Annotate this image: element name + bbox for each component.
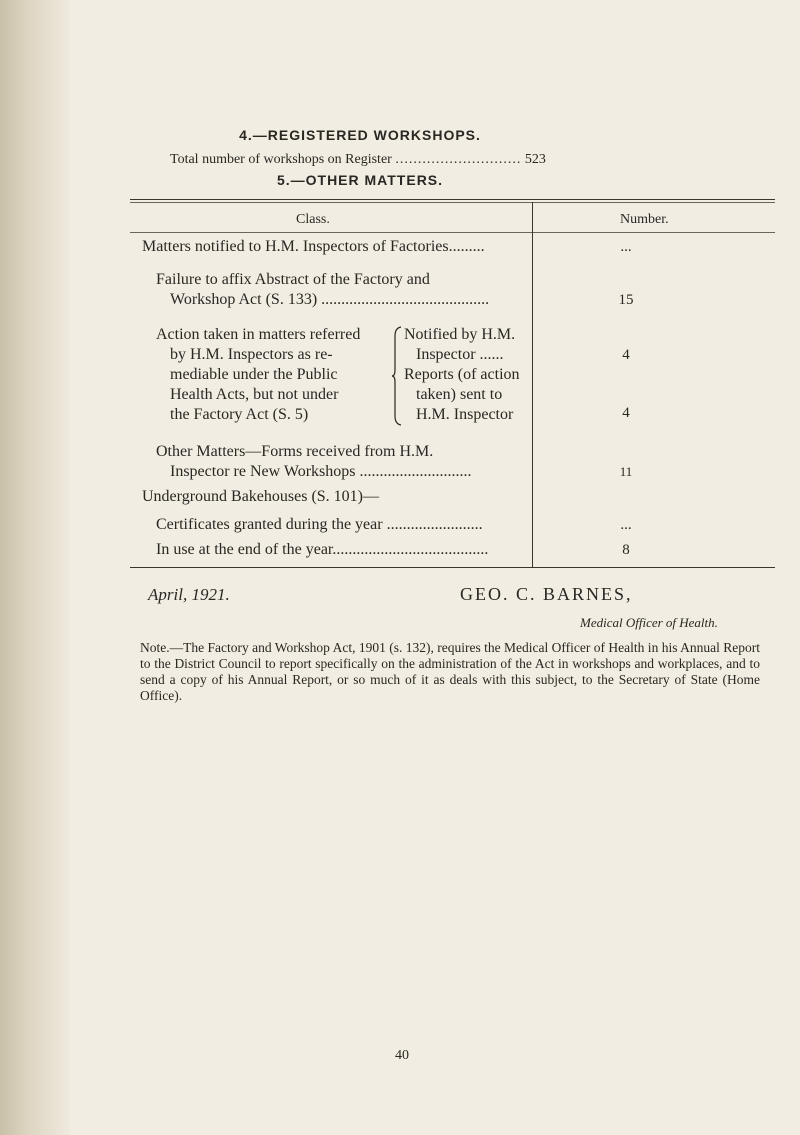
row-in-use: In use at the end of the year....................................... [156,541,489,558]
notified-line-2: Inspector ...... [416,346,504,363]
column-header-number: Number. [620,212,669,227]
action-line-2: by H.M. Inspectors as re- [170,346,333,363]
row-certificates: Certificates granted during the year ........................ [156,516,483,533]
action-line-5: the Factory Act (S. 5) [170,406,309,423]
row-matters-notified: Matters notified to H.M. Inspectors of Factories......... [142,238,485,255]
value-other-matters: 11 [619,464,633,479]
total-label: Total number of workshops on Register [170,152,392,167]
report-date: April, 1921. [148,585,230,604]
column-header-class: Class. [296,212,330,227]
value-in-use: 8 [622,542,630,558]
value-certificates: ... [620,517,632,533]
value-failure-affix: 15 [618,292,634,308]
reports-line-2: taken) sent to [416,386,503,403]
action-line-1: Action taken in matters referred [156,326,361,343]
signatory-title: Medical Officer of Health. [580,615,718,630]
row-other-matters-line1: Other Matters—Forms received from H.M. [156,443,434,460]
section-5-heading-visible: 5.—OTHER MATTERS. [276,172,444,188]
row-failure-affix-line1: Failure to affix Abstract of the Factory and [156,271,430,288]
reports-line-3: H.M. Inspector [416,406,514,423]
row-failure-affix-line2: Workshop Act (S. 133) .......................................... [170,291,490,308]
action-line-3: mediable under the Public [170,366,338,383]
reports-line-1: Reports (of action [404,366,520,383]
action-line-4: Health Acts, but not under [170,386,339,403]
value-reports-sent: 4 [622,405,630,421]
row-underground-bakehouses: Underground Bakehouses (S. 101)— [142,488,380,505]
row-other-matters-line2: Inspector re New Workshops ............................ [170,463,472,480]
signatory-name: GEO. C. BARNES, [460,584,633,604]
value-notified-by-inspector: 4 [622,347,630,363]
total-dots: ............................ [395,152,522,167]
notified-line-1: Notified by H.M. [404,326,516,343]
section-4-heading: 4.—REGISTERED WORKSHOPS. [239,127,481,143]
page-number: 40 [395,1048,409,1063]
value-matters-notified: ... [620,239,632,255]
total-value: 523 [524,152,546,167]
footnote: Note.—The Factory and Workshop Act, 1901 (s. 132), requires the Medical Officer of Health in his Annual Report to the District Council to report specifically on the administration of the Act in workshops and workplaces, and to send a copy of his Annual Report, or so much of it as deals with this subject, to the Secretary of State (Home Office). [140,640,760,703]
